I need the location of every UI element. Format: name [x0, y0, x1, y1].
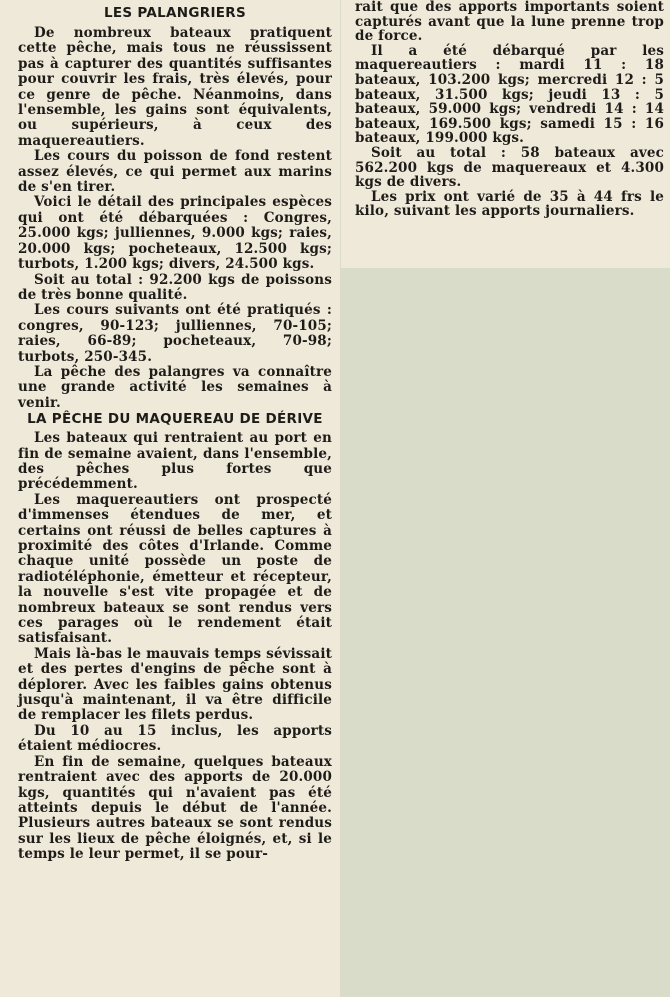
- paragraph: rait que des apports importants soient capturés avant que la lune prenne trop de force.: [355, 0, 664, 45]
- paragraph: Les bateaux qui rentraient au port en fin de semaine avaient, dans l'ensemble, des pêches plus fortes que précédemment.: [18, 430, 332, 493]
- paragraph: Les prix ont varié de 35 à 44 frs le kilo, suivant les apports journaliers.: [355, 188, 664, 220]
- article-right-column: [341, 0, 670, 268]
- paragraph: Les cours suivants ont été pratiqués : congres, 90-123; julliennes, 70-105; raies, 66-89; pocheteaux, 70-98; turbots, 250-345.: [18, 302, 332, 365]
- paragraph: Voici le détail des principales espèces qui ont été débarquées : Congres, 25.000 kgs; julliennes, 9.000 kgs; raies, 20.000 kgs; pocheteaux, 12.500 kgs; turbots, 1.200 kgs; divers, 24.500 kgs.: [18, 194, 332, 273]
- paragraph: Les maquereautiers ont prospecté d'immenses étendues de mer, et certains ont réussi de belles captures à proximité des côtes d'Irlande. Comme chaque unité possède un poste de radiotéléphonie, émetteur et récepteur, la nouvelle s'est vite propagée et de nombreux bateaux se sont rendus vers ces parages où le rendement était satisfaisant.: [18, 491, 332, 647]
- paragraph: Il a été débarqué par les maquereautiers : mardi 11 : 18 bateaux, 103.200 kgs; mercredi 12 : 5 bateaux, 31.500 kgs; jeudi 13 : 5 bateaux, 59.000 kgs; vendredi 14 : 14 bateaux, 169.500 kgs; samedi 15 : 16 bateaux, 199.000 kgs.: [355, 42, 664, 147]
- paragraph: Mais là-bas le mauvais temps sévissait et des pertes d'engins de pêche sont à déplorer. Avec les faibles gains obtenus jusqu'à maintenant, il va être difficile de remplacer les filets perdus.: [18, 645, 332, 724]
- paragraph: Du 10 au 15 inclus, les apports étaient médiocres.: [18, 722, 332, 755]
- section-heading-palangriers: LES PALANGRIERS: [103, 5, 247, 21]
- paragraph: Soit au total : 92.200 kgs de poissons de très bonne qualité.: [18, 271, 332, 303]
- paragraph: Les cours du poisson de fond restent assez élevés, ce qui permet aux marins de s'en tirer.: [18, 148, 332, 196]
- section-heading-maquereau: LA PÊCHE DU MAQUEREAU DE DÉRIVE: [27, 411, 323, 428]
- paragraph: La pêche des palangres va connaître une grande activité les semaines à venir.: [18, 363, 332, 411]
- paragraph: Soit au total : 58 bateaux avec 562.200 kgs de maquereaux et 4.300 kgs de divers.: [355, 144, 664, 191]
- paragraph: De nombreux bateaux pratiquent cette pêche, mais tous ne réussissent pas à capturer des quantités suffisantes pour couvrir les frais, très élevés, pour ce genre de pêche. Néanmoins, dans l'ensemble, les gains sont équivalents, ou supérieurs, à ceux des maquereautiers.: [18, 25, 332, 149]
- paragraph: En fin de semaine, quelques bateaux rentraient avec des apports de 20.000 kgs, quantités qui n'avaient pas été atteints depuis le début de l'année. Plusieurs autres bateaux se sont rendus sur les lieux de pêche éloignés, et, si le temps le leur permet, il se pour-: [18, 753, 332, 863]
